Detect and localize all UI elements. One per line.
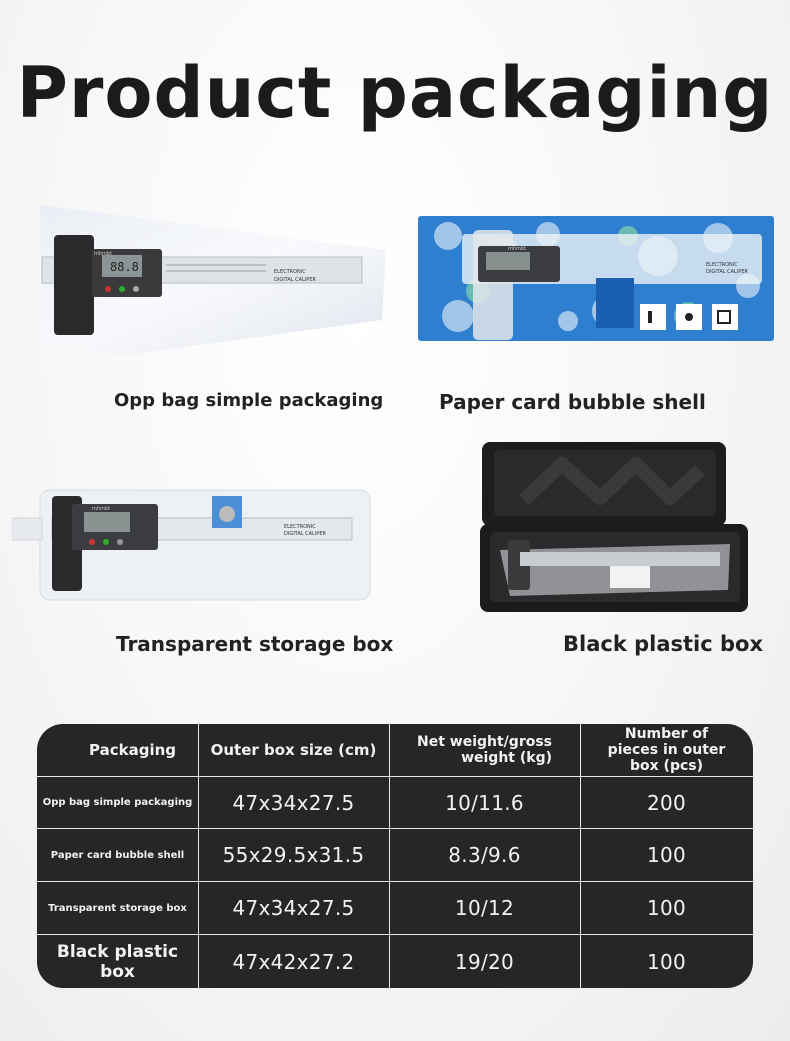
cell-weight: 10/11.6	[445, 790, 524, 815]
packaging-table	[37, 724, 753, 988]
caption-paper-card: Paper card bubble shell	[439, 390, 706, 414]
paper-card-image	[418, 216, 774, 341]
cell-packaging: Paper card bubble shell	[50, 849, 185, 861]
header-weight: Net weight/gross weight (kg)	[417, 734, 553, 766]
table-row	[37, 829, 753, 881]
black-box-image	[480, 440, 750, 612]
paper-card-label-line1: ELECTRONIC	[706, 262, 738, 268]
opp-bag-label-line2: DIGITAL CALIPER	[274, 277, 316, 283]
cell-packaging: Opp bag simple packaging	[42, 797, 193, 808]
cell-packaging: Black plastic box	[56, 941, 179, 982]
table-divider	[37, 828, 753, 829]
table-divider	[198, 724, 199, 988]
table-divider	[37, 776, 753, 777]
header-packaging: Packaging	[89, 741, 176, 759]
transparent-box-label-line2: DIGITAL CALIPER	[284, 531, 326, 537]
cell-size: 47x34x27.5	[232, 790, 355, 815]
cell-pieces: 100	[646, 843, 687, 867]
paper-card-brand-text: mhmbt	[508, 246, 527, 252]
header-pieces: Number of pieces in outer box (pcs)	[607, 726, 726, 774]
table-divider	[389, 724, 390, 988]
cell-size: 47x42x27.2	[232, 949, 355, 974]
table-header-row	[37, 724, 753, 776]
transparent-box-image	[12, 488, 372, 603]
opp-bag-image	[36, 205, 386, 355]
cell-weight: 8.3/9.6	[448, 843, 521, 867]
cell-weight: 10/12	[454, 896, 515, 920]
table-divider	[580, 724, 581, 988]
table-divider	[37, 881, 753, 882]
cell-pieces: 100	[646, 949, 687, 974]
caption-black-box: Black plastic box	[563, 632, 764, 656]
table-divider	[37, 934, 753, 935]
transparent-box-label-line1: ELECTRONIC	[284, 524, 316, 530]
opp-bag-label-line1: ELECTRONIC	[274, 269, 306, 275]
page-title: Product packaging	[16, 52, 774, 134]
table-row	[37, 935, 753, 988]
transparent-box-brand-text: mhmbt	[92, 506, 111, 512]
opp-bag-brand-text: mhmbt	[94, 251, 113, 257]
caption-opp-bag: Opp bag simple packaging	[114, 390, 384, 411]
caliper-display-text: 88.8	[110, 260, 139, 274]
caption-transparent-box: Transparent storage box	[116, 632, 394, 656]
cell-size: 47x34x27.5	[232, 896, 355, 920]
cell-pieces: 100	[646, 896, 687, 920]
cell-pieces: 200	[646, 790, 687, 815]
cell-weight: 19/20	[454, 949, 515, 974]
header-outer-box-size: Outer box size (cm)	[210, 741, 377, 759]
cell-packaging: Transparent storage box	[48, 902, 187, 914]
paper-card-label-line2: DIGITAL CALIPER	[706, 269, 748, 275]
cell-size: 55x29.5x31.5	[222, 843, 365, 867]
table-row	[37, 882, 753, 934]
table-row	[37, 777, 753, 828]
